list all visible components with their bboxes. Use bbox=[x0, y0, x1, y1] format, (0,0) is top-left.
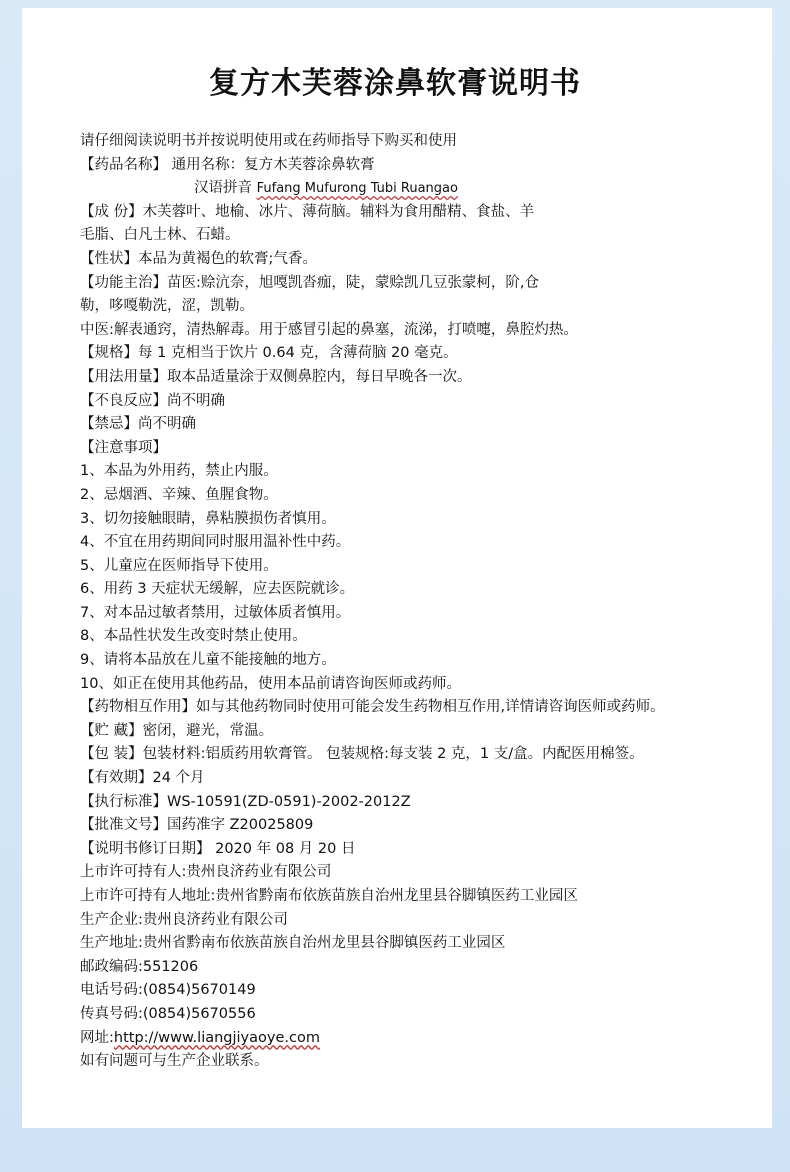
ingredients-line-1: 【成 份】木芙蓉叶、地榆、冰片、薄荷脑。辅料为食用醋精、食盐、羊 bbox=[80, 203, 535, 220]
license-holder-line: 上市许可持有人:贵州良济药业有限公司 bbox=[80, 864, 332, 881]
fax-line: 传真号码:(0854)5670556 bbox=[80, 1005, 256, 1022]
tcm-indications-line: 中医:解表通窍，清热解毒。用于感冒引起的鼻塞，流涕，打喷嚏，鼻腔灼热。 bbox=[80, 321, 578, 338]
website-label: 网址: bbox=[80, 1029, 114, 1046]
approval-number-line: 【批准文号】国药准字 Z20025809 bbox=[80, 817, 314, 834]
precaution-item: 4、不宜在用药期间同时服用温补性中药。 bbox=[80, 534, 351, 551]
precaution-item: 7、对本品过敏者禁用，过敏体质者慎用。 bbox=[80, 604, 351, 621]
dosage-line: 【用法用量】取本品适量涂于双侧鼻腔内，每日早晚各一次。 bbox=[80, 368, 472, 385]
precaution-item: 3、切勿接触眼睛，鼻粘膜损伤者慎用。 bbox=[80, 510, 336, 527]
shelf-life-line: 【有效期】24 个月 bbox=[80, 770, 205, 787]
ingredients-line-2: 毛脂、白凡士林、石蜡。 bbox=[80, 227, 240, 244]
pinyin-label: 汉语拼音 bbox=[194, 180, 252, 197]
precaution-item: 1、本品为外用药，禁止内服。 bbox=[80, 463, 278, 480]
website-link[interactable]: http://www.liangjiyaoye.com bbox=[113, 1029, 320, 1046]
precaution-item: 10、如正在使用其他药品，使用本品前请咨询医师或药师。 bbox=[80, 675, 461, 692]
indications-line-2: 勒，哆嘎勒洗，涩，凯勒。 bbox=[80, 298, 254, 315]
pinyin-line bbox=[80, 177, 760, 201]
precaution-item: 8、本品性状发生改变时禁止使用。 bbox=[80, 628, 307, 645]
license-holder-address-line: 上市许可持有人地址:贵州省黔南布依族苗族自治州龙里县谷脚镇医药工业园区 bbox=[80, 888, 578, 904]
properties-line: 【性状】本品为黄褐色的软膏;气香。 bbox=[80, 250, 317, 267]
website-line bbox=[80, 1027, 760, 1051]
phone-line: 电话号码:(0854)5670149 bbox=[80, 982, 256, 999]
revision-date-line: 【说明书修订日期】 2020 年 08 月 20 日 bbox=[80, 840, 356, 857]
contact-note-line: 如有问题可与生产企业联系。 bbox=[80, 1053, 269, 1070]
storage-line: 【贮 藏】密闭，避光，常温。 bbox=[80, 722, 274, 739]
standard-line: 【执行标准】WS-10591(ZD-0591)-2002-2012Z bbox=[80, 793, 411, 810]
drug-interactions-line: 【药物相互作用】如与其他药物同时使用可能会发生药物相互作用,详情请咨询医师或药师。 bbox=[80, 699, 665, 716]
postal-code-line: 邮政编码:551206 bbox=[80, 958, 199, 975]
precaution-item: 6、用药 3 天症状无缓解，应去医院就诊。 bbox=[80, 581, 355, 598]
packaging-line: 【包 装】包装材料:铝质药用软膏管。 包装规格:每支装 2 克，1 支/盒。内配医用棉签。 bbox=[80, 746, 644, 763]
reading-instruction: 请仔细阅读说明书并按说明使用或在药师指导下购买和使用 bbox=[80, 133, 457, 149]
manufacturer-address-line: 生产地址:贵州省黔南布依族苗族自治州龙里县谷脚镇医药工业园区 bbox=[80, 935, 506, 952]
precaution-item: 9、请将本品放在儿童不能接触的地方。 bbox=[80, 652, 336, 669]
contraindications-line: 【禁忌】尚不明确 bbox=[80, 416, 196, 433]
adverse-reactions-line: 【不良反应】尚不明确 bbox=[80, 392, 225, 409]
precaution-item: 5、儿童应在医师指导下使用。 bbox=[80, 557, 278, 574]
specification-line: 【规格】每 1 克相当于饮片 0.64 克，含薄荷脑 20 毫克。 bbox=[80, 345, 458, 362]
precautions-heading: 【注意事项】 bbox=[80, 439, 167, 456]
indications-line-1: 【功能主治】苗医:赊沆奈，旭嘎凯沓痂，陡，蒙赊凯几豆张蒙柯，阶,仓 bbox=[80, 274, 539, 291]
drug-name-line: 【药品名称】 通用名称：复方木芙蓉涂鼻软膏 bbox=[80, 156, 375, 173]
document-title: 复方木芙蓉涂鼻软膏说明书 bbox=[209, 66, 581, 101]
manufacturer-line: 生产企业:贵州良济药业有限公司 bbox=[80, 911, 288, 928]
pinyin-value: Fufang Mufurong Tubi Ruangao bbox=[256, 181, 458, 197]
leaflet-body bbox=[80, 130, 760, 1074]
precaution-item: 2、忌烟酒、辛辣、鱼腥食物。 bbox=[80, 486, 278, 503]
